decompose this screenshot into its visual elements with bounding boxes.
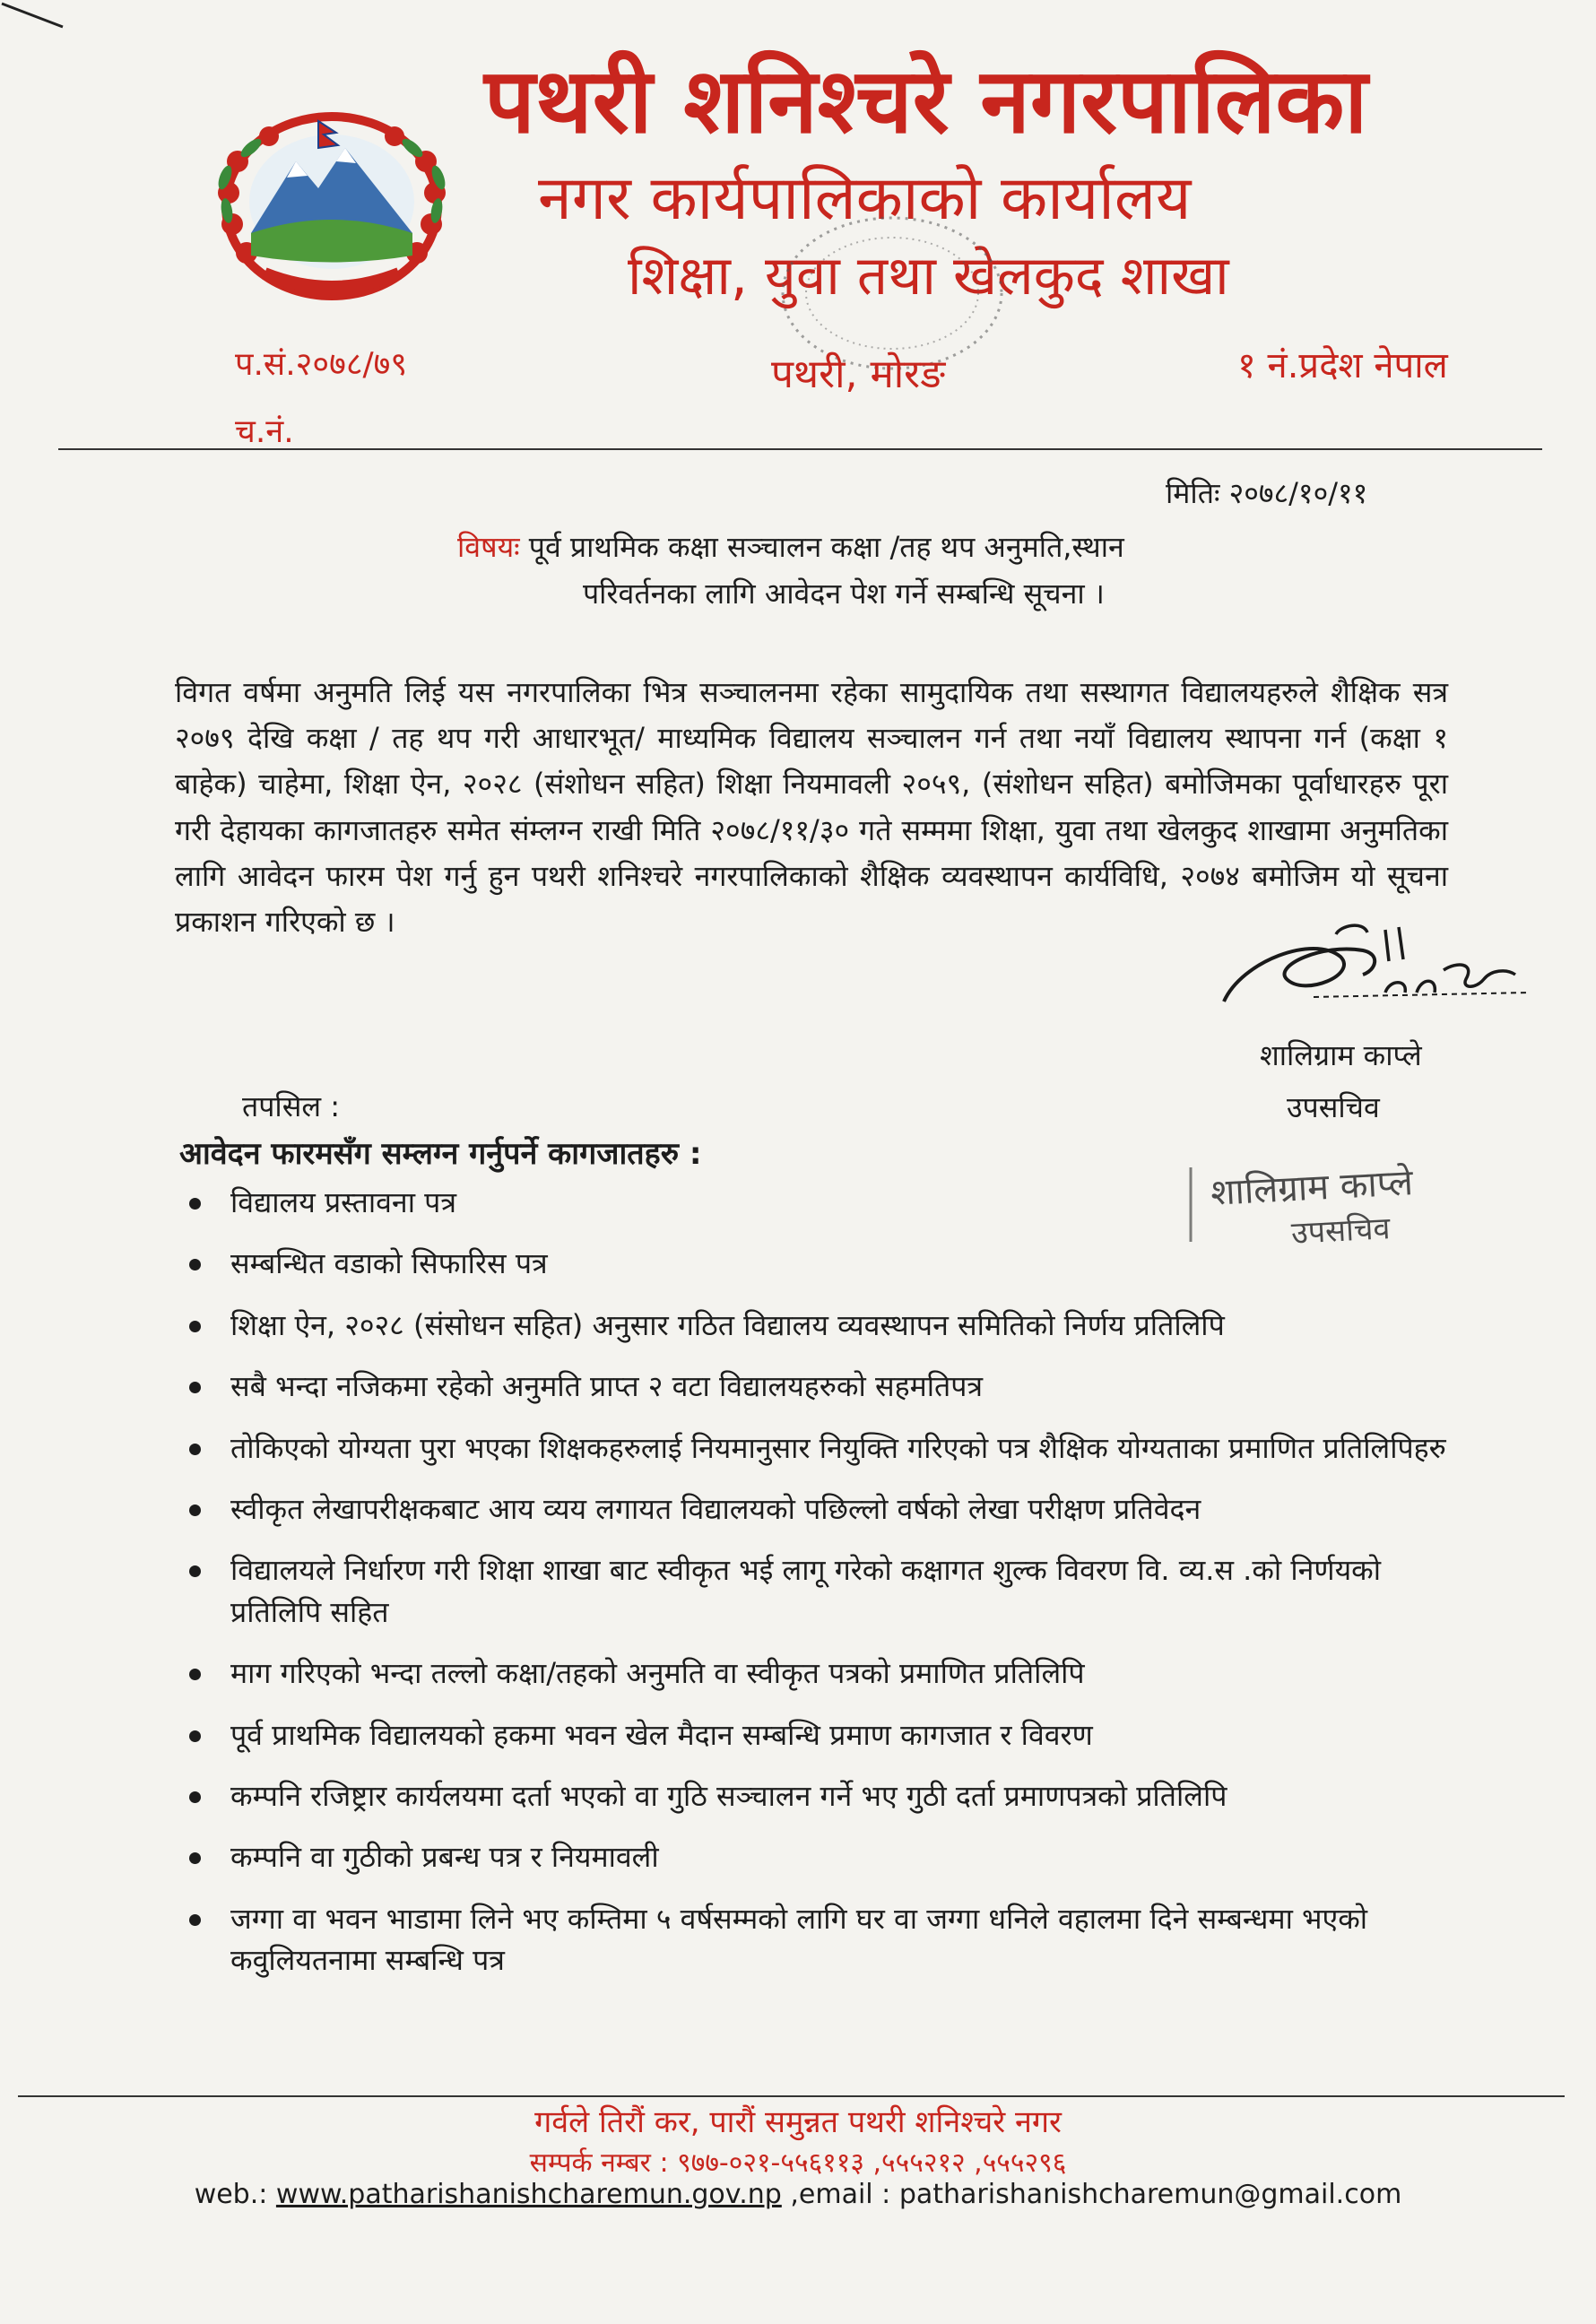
bullet-icon [189,1505,201,1516]
bullet-icon [189,1321,201,1332]
document-item-text: विद्यालय प्रस्तावना पत्र [230,1185,456,1219]
subject-line-2: परिवर्तनका लागि आवेदन पेश गर्ने सम्बन्धि सूचना । [583,576,1105,611]
nepal-emblem-icon [202,99,462,305]
footer-contact: सम्पर्क नम्बर : ९७७-०२१-५५६११३ ,५५५२१२ ,५५५२९६ [529,2147,1067,2179]
document-item-text: शिक्षा ऐन, २०२८ (संसोधन सहित) अनुसार गठित विद्यालय व्यवस्थापन समितिको निर्णय प्रतिलिपि [230,1307,1225,1342]
bullet-icon [189,1565,201,1577]
document-item-text: माग गरिएको भन्दा तल्लो कक्षा/तहको अनुमति वा स्वीकृत पत्रको प्रमाणित प्रतिलिपि [230,1656,1085,1691]
list-item [184,1488,1457,1530]
letter-subject [457,525,1264,618]
list-item [184,1182,1457,1223]
website-link[interactable]: www.patharishanishcharemun.gov.np [275,2179,782,2210]
footer-slogan: गर्वले तिरौं कर, पारौं समुन्नत पथरी शनिश्चरे नगर [534,2104,1062,2140]
bullet-icon [189,1382,201,1393]
notice-body: विगत वर्षमा अनुमति लिई यस नगरपालिका भित्र सञ्चालनमा रहेका सामुदायिक तथा सस्थागत विद्यालयहरुले शैक्षिक सत्र २०७९ देखि कक्षा / तह थप गरी आधारभूत/ माध्यमिक विद्यालय सञ्चालन गर्न तथा नयाँ विद्यालय स्थापना गर्न (कक्षा १ बाहेक) चाहेमा, शिक्षा ऐन, २०२८ (संशोधन सहित) शिक्षा नियमावली २०५९, (संशोधन सहित) बमोजिमका पूर्वाधारहरु पूरा गरी देहायका कागजातहरु समेत संम्लग्न राखी मिति २०७८/११/३० गते सम्ममा शिक्षा, युवा तथा खेलकुद शाखामा अनुमतिका लागि आवेदन फारम पेश गर्नु हुन पथरी शनिश्चरे नगरपालिकाको शैक्षिक व्यवस्थापन कार्यविधि, २०७४ बमोजिम यो सूचना प्रकाशन गरिएको छ । [175,675,1448,939]
footer-divider [18,2095,1565,2097]
office-subtitle: नगर कार्यपालिकाको कार्यालय [538,163,1192,234]
bullet-icon [189,1730,201,1742]
list-item [184,1836,1457,1877]
list-item [184,1898,1457,1981]
document-item-text: जग्गा वा भवन भाडामा लिने भए कम्तिमा ५ वर्षसम्मको लागि घर वा जग्गा धनिले वहालमा दिने सम्बन्धमा भएको कवुलियतनामा सम्बन्धि पत्र [230,1901,1368,1978]
header-divider [58,448,1542,450]
email-address[interactable]: patharishanishcharemun@gmail.com [898,2179,1402,2210]
bullet-icon [189,1791,201,1803]
list-item [184,1549,1457,1633]
stamp-title: उपसचिव [1290,1210,1392,1252]
handwritten-signature [1206,907,1547,1033]
document-item-text: सबै भन्दा नजिकमा रहेको अनुमति प्राप्त २ वटा विद्यालयहरुको सहमतिपत्र [230,1369,984,1404]
bullet-icon [189,1259,201,1270]
document-item-text: पूर्व प्राथमिक विद्यालयको हकमा भवन खेल मैदान सम्बन्धि प्रमाण कागजात र विवरण [230,1717,1093,1752]
list-item [184,1775,1457,1817]
web-label: web.: [194,2179,276,2210]
stamp-name: शालिग्राम काप्ले [1210,1162,1415,1214]
letter-date: मितिः २०७८/१०/११ [1166,476,1368,510]
bullet-icon [189,1852,201,1864]
footer-web-line [0,2179,1596,2210]
document-item-text: कम्पनि वा गुठीको प्रबन्ध पत्र र नियमावली [230,1840,659,1875]
list-item [184,1652,1457,1694]
document-item-text: स्वीकृत लेखापरीक्षकबाट आय व्यय लगायत विद्यालयको पछिल्लो वर्षको लेखा परीक्षण प्रतिवेदन [230,1491,1201,1526]
bullet-icon [189,1669,201,1680]
document-item-text: कम्पनि रजिष्ट्रार कार्यलयमा दर्ता भएको वा गुठि सञ्चालन गर्ने भए गुठी दर्ता प्रमाणपत्रको प्रतिलिपि [230,1778,1227,1813]
email-label: ,email : [781,2179,899,2210]
bullet-icon [189,1444,201,1455]
branch-title: शिक्षा, युवा तथा खेलकुद शाखा [628,245,1229,308]
document-item-text: विद्यालयले निर्धारण गरी शिक्षा शाखा बाट स्वीकृत भई लागू गरेको कक्षागत शुल्क विवरण वि. व्य.स .को निर्णयको प्रतिलिपि सहित [230,1553,1381,1629]
document-item-text: तोकिएको योग्यता पुरा भएका शिक्षकहरुलाई नियमानुसार नियुक्ति गरिएको पत्र शैक्षिक योग्यताका प्रमाणित प्रतिलिपिहरु [230,1430,1446,1465]
documents-heading: आवेदन फारमसँग सम्लग्न गर्नुपर्ने कागजातहरु : [179,1136,702,1172]
subject-label: विषयः [457,530,520,564]
corner-pen-mark [0,0,72,36]
list-item [184,1366,1457,1407]
subject-line-1: पूर्व प्राथमिक कक्षा सञ्चालन कक्षा /तह थप अनुमति,स्थान [528,530,1124,564]
list-item [184,1427,1457,1469]
list-item [184,1714,1457,1756]
list-item [184,1305,1457,1346]
reference-number: प.सं.२०७८/७९ [235,346,408,383]
office-location: पथरी, मोरङ [771,351,946,397]
bullet-icon [189,1198,201,1210]
province-label: १ नं.प्रदेश नेपाल [1237,345,1448,386]
signatory-title: उपसचिव [1287,1090,1380,1124]
municipality-title: पथरी शनिश्चरे नगरपालिका [484,48,1368,153]
list-item [184,1243,1457,1284]
details-label: तपसिल : [242,1089,340,1123]
signatory-name: शालिग्राम काप्ले [1260,1038,1422,1072]
document-item-text: सम्बन्धित वडाको सिफारिस पत्र [230,1246,548,1281]
bullet-icon [189,1914,201,1926]
documents-list [184,1182,1457,1981]
dispatch-number: च.नं. [235,413,294,450]
